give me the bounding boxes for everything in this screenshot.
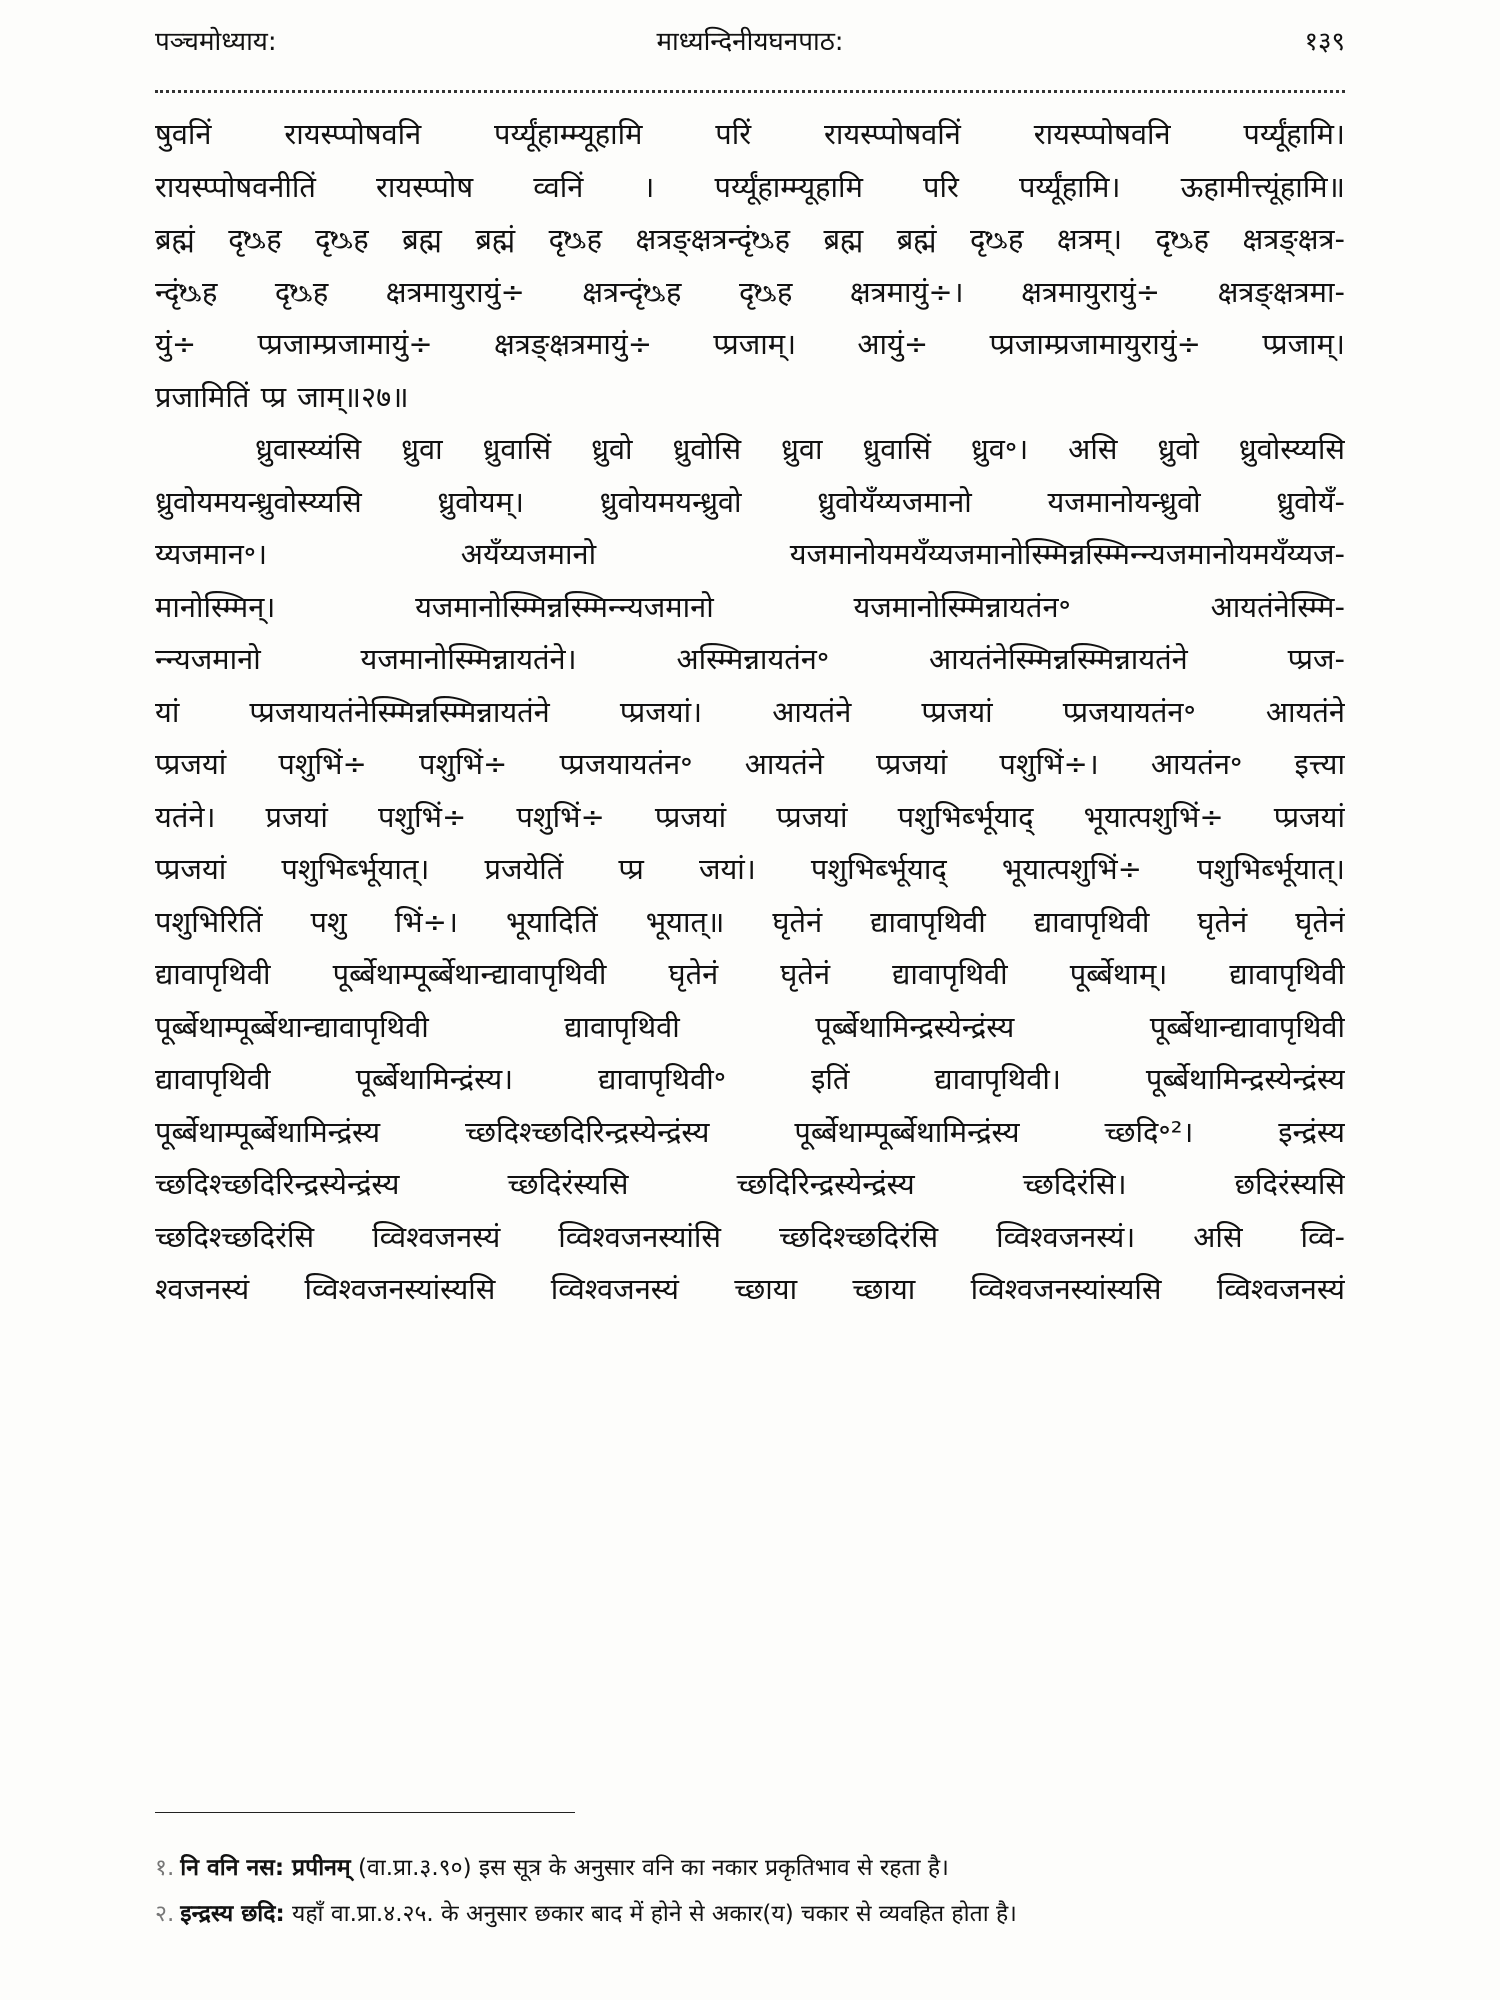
footnote-number: २.: [155, 1901, 175, 1927]
text-line: प्रजामितिं प्प्र जाम्॥२७॥: [155, 379, 409, 414]
page-header: [155, 22, 1345, 62]
footnote-1: [155, 1845, 1345, 1891]
running-title: माध्यन्दिनीयघनपाठ:: [656, 27, 844, 57]
header-divider: [155, 90, 1345, 93]
footnote-divider: [155, 1812, 575, 1813]
text-line: यतंने। प्रजयां पशुभिं÷ पशुभिं÷ प्प्रजयां प्प्रजयां पशुभिर्ब्भूयाद् भूयात्पशुभिं÷ प्प्रजयां: [155, 799, 1345, 834]
text-line: ब्रह्मं दृᳬह दृᳬह ब्रह्म ब्रह्मं दृᳬह क्षत्रङ्क्षत्रन्दृंᳬह ब्रह्म ब्रह्मं दृᳬह क्षत्रम्। दृᳬह क्षत्रङ्क्षत्र-: [155, 222, 1345, 256]
text-line: पूर्ब्बेथाम्पूर्ब्बेथामिन्द्रंस्य च्छदिश्च्छदिरिन्द्रस्येन्द्रंस्य पूर्ब्बेथाम्पूर्ब्बेथामिन्द्रंस्य च्छदि॰²। इन्द्रंस्य: [155, 1114, 1345, 1149]
footnote-rule-name: नि वनि नस: प्रपीनम्: [180, 1855, 351, 1881]
text-line: द्यावापृथिवी पूर्ब्बेथाम्पूर्ब्बेथान्द्यावापृथिवी घृतेनं घृतेनं द्यावापृथिवी पूर्ब्बेथाम्। द्यावापृथिवी: [155, 957, 1345, 991]
text-line: रायस्प्पोषवनीतिं रायस्प्पोष व्वनिं । पर्य्यूंहाम्म्यूहामि परि पर्य्यूंहामि। ऊहामीत्त्यूंहामि॥: [155, 169, 1345, 204]
footnote-number: १.: [155, 1855, 175, 1881]
text-line: षुवनिं रायस्प्पोषवनि पर्य्यूंहाम्म्यूहामि परिं रायस्प्पोषवनिं रायस्प्पोषवनि पर्य्यूंहामि।: [155, 117, 1345, 151]
text-line: पूर्ब्बेथाम्पूर्ब्बेथान्द्यावापृथिवी द्यावापृथिवी पूर्ब्बेथामिन्द्रस्येन्द्रंस्य पूर्ब्बेथान्द्यावापृथिवी: [155, 1009, 1345, 1044]
text-line: यां प्प्रजयायतंनेस्म्मिन्नस्म्मिन्नायतंने प्प्रजयां। आयतंने प्प्रजयां प्प्रजयायतंन॰ आयतंने: [155, 694, 1345, 729]
text-line: ध्रुवोयमयन्ध्रुवोस्य्यसि ध्रुवोयम्। ध्रुवोयमयन्ध्रुवो ध्रुवोयँय्यजमानो यजमानोयन्ध्रुवो ध्रुवोयँ-: [155, 484, 1345, 519]
text-line: श्वजनस्यं व्विश्वजनस्यांस्यसि व्विश्वजनस्यं च्छाया च्छाया व्विश्वजनस्यांस्यसि व्विश्वजनस्यं: [155, 1272, 1345, 1306]
main-text: [155, 108, 1345, 1316]
text-line: प्प्रजयां पशुभिर्ब्भूयात्। प्रजयेतिं प्प्र जयां। पशुभिर्ब्भूयाद् भूयात्पशुभिं÷ पशुभिर्ब्भूयात्।: [155, 852, 1345, 886]
chapter-heading: पञ्चमोध्याय:: [155, 27, 277, 57]
text-line: द्यावापृथिवी पूर्ब्बेथामिन्द्रंस्य। द्यावापृथिवी॰ इतिं द्यावापृथिवी। पूर्ब्बेथामिन्द्रस्येन्द्रंस्य: [155, 1062, 1345, 1096]
page-number: १३९: [1304, 27, 1345, 57]
text-line: पशुभिरितिं पशु भिं÷। भूयादितिं भूयात्॥ घृतेनं द्यावापृथिवी द्यावापृथिवी घृतेनं घृतेनं: [155, 904, 1345, 939]
text-line: युं÷ प्प्रजाम्प्रजामायुं÷ क्षत्रङ्क्षत्रमायुं÷ प्प्रजाम्। आयुं÷ प्प्रजाम्प्रजामायुरायुं÷ प्प्रजाम्।: [155, 327, 1345, 361]
footnote-2: [155, 1891, 1345, 1937]
text-line: न्दृंᳬह दृᳬह क्षत्रमायुरायुं÷ क्षत्रन्दृंᳬह दृᳬह क्षत्रमायुं÷। क्षत्रमायुरायुं÷ क्षत्रङ्क्षत्रमा-: [155, 274, 1345, 309]
text-line: य्यजमान॰। अयँय्यजमानो यजमानोयमयँय्यजमानोस्म्मिन्नस्म्मिन्न्यजमानोयमयँय्यज-: [155, 537, 1345, 571]
footnote-text: (वा.प्रा.३.९०) इस सूत्र के अनुसार वनि का नकार प्रकृतिभाव से रहता है।: [350, 1855, 949, 1881]
text-line: मानोस्म्मिन्। यजमानोस्म्मिन्नस्म्मिन्न्यजमानो यजमानोस्म्मिन्नायतंन॰ आयतंनेस्म्मि-: [155, 589, 1345, 624]
text-line: च्छदिश्च्छदिरिन्द्रस्येन्द्रंस्य च्छदिरंस्यसि च्छदिरिन्द्रस्येन्द्रंस्य च्छदिरंसि। छदिरंस्यसि: [155, 1167, 1345, 1201]
text-line: च्छदिश्च्छदिरंसि व्विश्वजनस्यं व्विश्वजनस्यांसि च्छदिश्च्छदिरंसि व्विश्वजनस्यं। असि व्वि-: [155, 1219, 1345, 1254]
text-line: न्न्यजमानो यजमानोस्म्मिन्नायतंने। अस्म्मिन्नायतंन॰ आयतंनेस्म्मिन्नस्म्मिन्नायतंने प्प्रज-: [155, 642, 1345, 676]
text-line: प्प्रजयां पशुभिं÷ पशुभिं÷ प्प्रजयायतंन॰ आयतंने प्प्रजयां पशुभिं÷। आयतंन॰ इत्त्या: [155, 747, 1345, 781]
footnote-rule-name: इन्द्रस्य छदि:: [180, 1901, 285, 1927]
footnote-text: यहाँ वा.प्रा.४.२५. के अनुसार छकार बाद में होने से अकार(य) चकार से व्यवहित होता है।: [284, 1901, 1017, 1927]
footnotes: [155, 1845, 1345, 1937]
paragraph-start-line: ध्रुवास्य्यंसि ध्रुवा ध्रुवासिं ध्रुवो ध्रुवोसि ध्रुवा ध्रुवासिं ध्रुव॰। असि ध्रुवो ध्रुवोस्य्यसि: [255, 432, 1345, 466]
